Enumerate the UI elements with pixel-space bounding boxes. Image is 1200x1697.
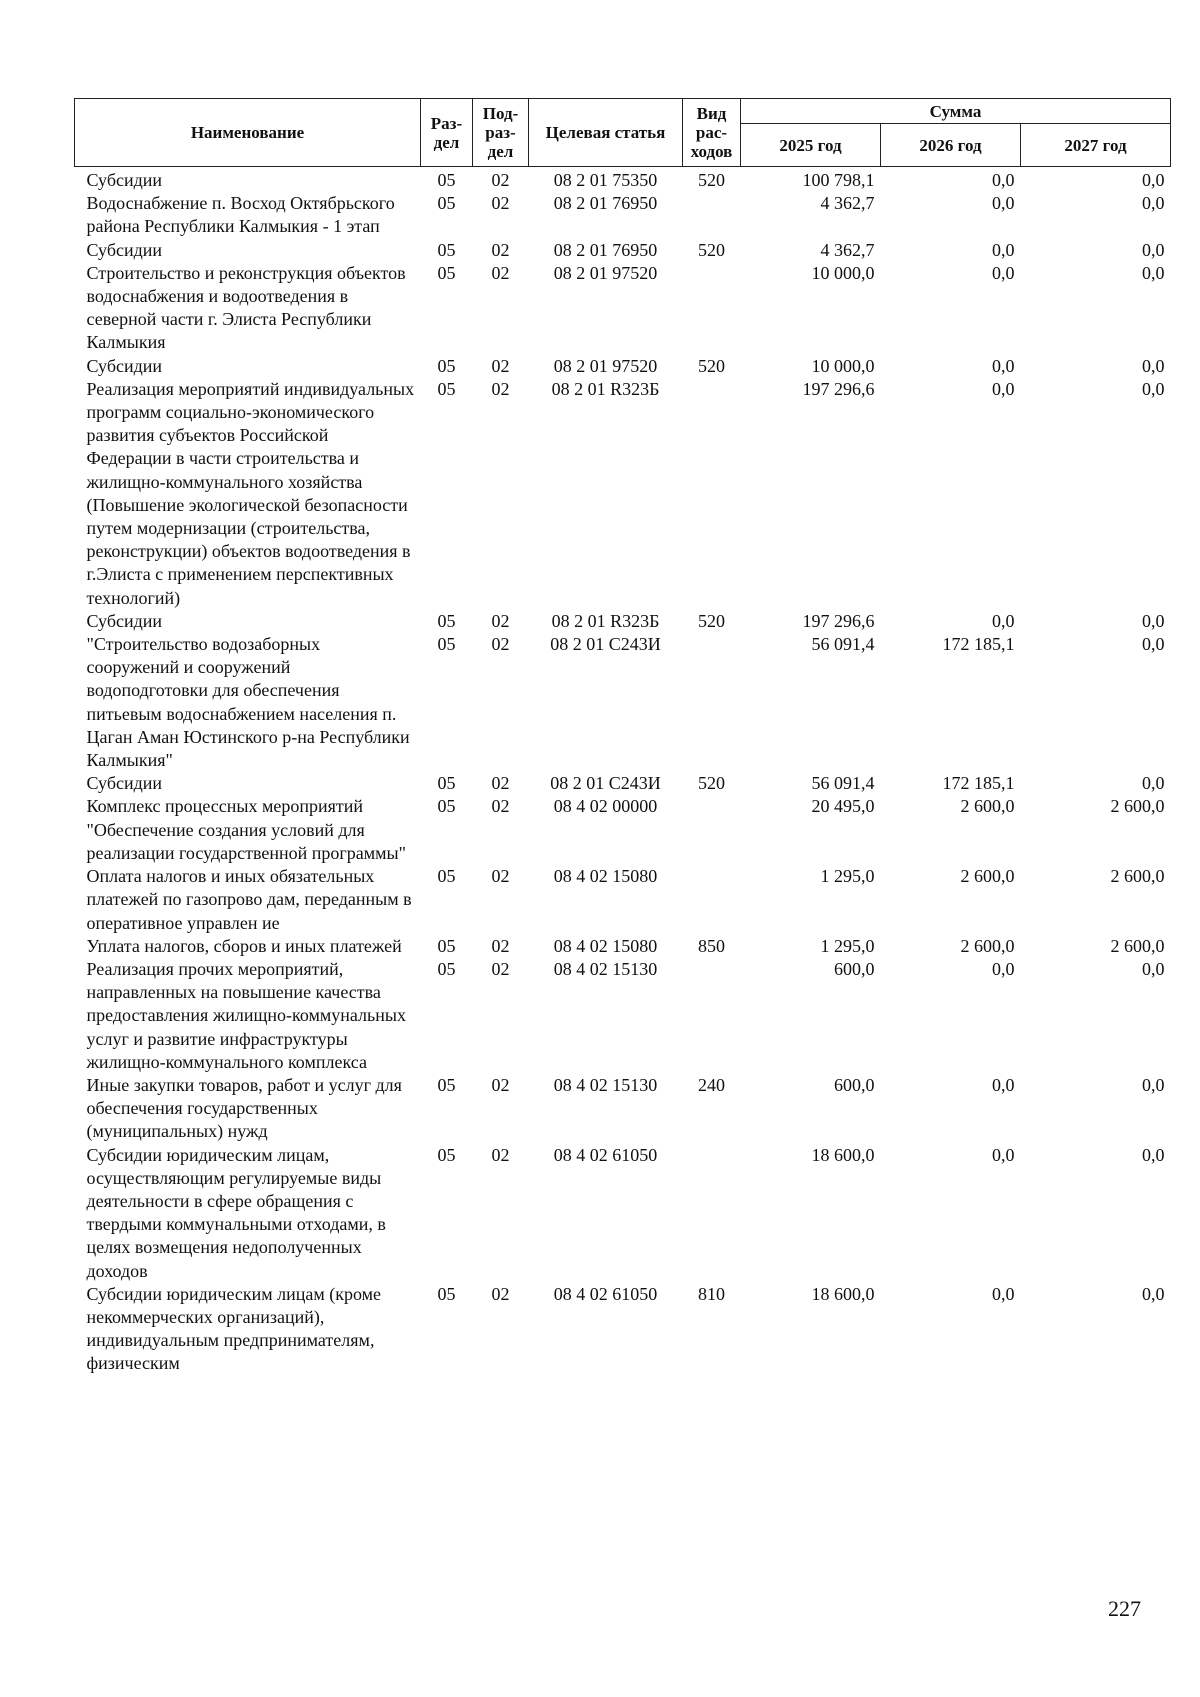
budget-table-page [74, 98, 1170, 1376]
row-sum-2026: 0,0 [992, 1144, 1015, 1165]
row-podrazdel: 02 [491, 1144, 510, 1165]
row-sum-2027: 0,0 [1142, 1144, 1165, 1165]
row-vid-rashodov [683, 192, 741, 238]
row-cel-statya: 08 4 02 15080 [553, 935, 658, 956]
row-sum-2025: 10 000,0 [811, 262, 875, 283]
row-podrazdel: 02 [491, 378, 510, 399]
row-sum-2026: 172 185,1 [942, 773, 1015, 794]
header-name: Наименование [75, 99, 421, 167]
row-sum-2027: 0,0 [1142, 355, 1165, 376]
row-sum-2026: 0,0 [992, 378, 1015, 399]
row-podrazdel: 02 [491, 193, 510, 214]
row-vid-rashodov: 520 [698, 773, 725, 794]
header-podrazdel-text: Под-раз-дел [482, 104, 519, 161]
row-name: "Строительство водозаборных сооружений и сооружений водоподготовки для обеспечения питьевым водоснабжением населения п. Цаган Аман Юстинского р-на Республики Калмыкия" [86, 634, 410, 771]
row-sum-2027: 0,0 [1142, 958, 1165, 979]
row-razdel: 05 [437, 355, 456, 376]
row-sum-2025: 600,0 [834, 958, 875, 979]
row-razdel: 05 [437, 610, 456, 631]
row-razdel: 05 [437, 170, 456, 190]
row-sum-2027: 0,0 [1142, 193, 1165, 214]
row-name: Субсидии [86, 610, 163, 631]
row-sum-2026: 0,0 [992, 262, 1015, 283]
row-name: Субсидии [86, 355, 163, 376]
table-row [75, 355, 1171, 378]
header-podrazdel [473, 99, 529, 167]
row-cel-statya: 08 4 02 15130 [553, 1074, 658, 1095]
row-vid-rashodov: 520 [698, 610, 725, 631]
row-sum-2025: 1 295,0 [820, 866, 875, 887]
row-name: Оплата налогов и иных обязательных платежей по газопрово дам, переданным в оперативное управлен ие [86, 866, 412, 933]
row-cel-statya: 08 2 01 75350 [553, 170, 658, 190]
row-podrazdel: 02 [491, 1074, 510, 1095]
row-razdel: 05 [437, 1144, 456, 1165]
row-podrazdel: 02 [491, 170, 510, 190]
row-razdel: 05 [437, 378, 456, 399]
row-sum-2026: 2 600,0 [960, 866, 1015, 887]
row-vid-rashodov [683, 633, 741, 772]
row-cel-statya: 08 2 01 R323Б [551, 378, 660, 399]
row-podrazdel: 02 [491, 935, 510, 956]
row-sum-2025: 197 296,6 [802, 378, 875, 399]
row-vid-rashodov [683, 1144, 741, 1283]
row-sum-2025: 100 798,1 [802, 170, 875, 190]
row-sum-2027: 0,0 [1142, 378, 1165, 399]
row-cel-statya: 08 4 02 00000 [553, 796, 658, 817]
row-sum-2027: 0,0 [1142, 773, 1165, 794]
row-podrazdel: 02 [491, 1283, 510, 1304]
row-name: Строительство и реконструкция объектов водоснабжения и водоотведения в северной части г. Элиста Республики Калмыкия [86, 262, 406, 353]
row-sum-2027: 2 600,0 [1110, 935, 1165, 956]
row-name: Комплекс процессных мероприятий "Обеспечение создания условий для реализации государственной программы" [86, 796, 406, 863]
table-row [75, 167, 1171, 193]
row-sum-2026: 0,0 [992, 355, 1015, 376]
table-row [75, 1283, 1171, 1376]
header-razdel-text: Раз-дел [430, 113, 463, 152]
row-name: Иные закупки товаров, работ и услуг для обеспечения государственных (муниципальных) нужд [86, 1074, 402, 1142]
row-podrazdel: 02 [491, 610, 510, 631]
row-sum-2025: 4 362,7 [820, 193, 875, 214]
header-cel-statya: Целевая статья [529, 99, 683, 167]
table-row [75, 192, 1171, 238]
row-sum-2027: 2 600,0 [1110, 866, 1165, 887]
row-name: Субсидии [86, 239, 163, 260]
row-sum-2026: 2 600,0 [960, 796, 1015, 817]
row-sum-2025: 18 600,0 [811, 1144, 875, 1165]
row-razdel: 05 [437, 958, 456, 979]
row-sum-2027: 0,0 [1142, 634, 1165, 655]
row-cel-statya: 08 4 02 15130 [553, 958, 658, 979]
row-vid-rashodov [683, 958, 741, 1074]
row-sum-2027: 0,0 [1142, 1283, 1165, 1304]
row-podrazdel: 02 [491, 355, 510, 376]
row-podrazdel: 02 [491, 262, 510, 283]
row-sum-2025: 56 091,4 [811, 634, 875, 655]
header-vid-rashodov-text: Вид рас-ходов [690, 104, 733, 161]
row-sum-2026: 0,0 [992, 239, 1015, 260]
row-vid-rashodov: 240 [698, 1074, 725, 1095]
row-cel-statya: 08 2 01 76950 [553, 193, 658, 214]
table-row [75, 935, 1171, 958]
row-cel-statya: 08 4 02 61050 [553, 1144, 658, 1165]
row-vid-rashodov [683, 262, 741, 355]
row-sum-2025: 1 295,0 [820, 935, 875, 956]
row-name: Субсидии юридическим лицам, осуществляющим регулируемые виды деятельности в сфере обращения с твердыми коммунальными отходами, в целях возмещения недополученных доходов [86, 1144, 386, 1281]
row-sum-2027: 2 600,0 [1110, 796, 1165, 817]
row-cel-statya: 08 2 01 97520 [553, 262, 658, 283]
row-name: Субсидии [86, 773, 163, 794]
row-sum-2026: 2 600,0 [960, 935, 1015, 956]
header-2027: 2027 год [1021, 124, 1171, 167]
row-razdel: 05 [437, 1283, 456, 1304]
row-sum-2026: 172 185,1 [942, 634, 1015, 655]
row-vid-rashodov: 520 [698, 170, 725, 190]
budget-table [74, 98, 1171, 1376]
row-razdel: 05 [437, 935, 456, 956]
row-name: Реализация прочих мероприятий, направленных на повышение качества предоставления жилищно-коммунальных услуг и развитие инфраструктуры жилищно-коммунального комплекса [86, 958, 406, 1072]
row-sum-2026: 0,0 [992, 170, 1015, 190]
row-razdel: 05 [437, 796, 456, 817]
row-cel-statya: 08 4 02 15080 [553, 866, 658, 887]
row-sum-2026: 0,0 [992, 958, 1015, 979]
row-name: Субсидии [86, 170, 163, 190]
row-vid-rashodov [683, 795, 741, 865]
row-podrazdel: 02 [491, 773, 510, 794]
page-number: 227 [1108, 1596, 1141, 1621]
row-cel-statya: 08 2 01 R323Б [551, 610, 660, 631]
table-row [75, 378, 1171, 610]
row-razdel: 05 [437, 262, 456, 283]
row-podrazdel: 02 [491, 796, 510, 817]
row-vid-rashodov: 520 [698, 239, 725, 260]
row-vid-rashodov [683, 865, 741, 935]
table-row [75, 795, 1171, 865]
row-name: Водоснабжение п. Восход Октябрьского района Республики Калмыкия - 1 этап [86, 193, 395, 237]
header-summa: Сумма [741, 99, 1171, 124]
header-2025: 2025 год [741, 124, 881, 167]
row-sum-2025: 56 091,4 [811, 773, 875, 794]
table-row [75, 865, 1171, 935]
table-row [75, 772, 1171, 795]
row-razdel: 05 [437, 239, 456, 260]
row-cel-statya: 08 2 01 97520 [553, 355, 658, 376]
row-podrazdel: 02 [491, 866, 510, 887]
row-podrazdel: 02 [491, 634, 510, 655]
row-name: Субсидии юридическим лицам (кроме некоммерческих организаций), индивидуальным предпринимателям, физическим [86, 1283, 382, 1374]
row-cel-statya: 08 4 02 61050 [553, 1283, 658, 1304]
row-sum-2026: 0,0 [992, 610, 1015, 631]
row-sum-2027: 0,0 [1142, 239, 1165, 260]
row-razdel: 05 [437, 773, 456, 794]
row-sum-2027: 0,0 [1142, 262, 1165, 283]
row-sum-2025: 600,0 [834, 1074, 875, 1095]
row-podrazdel: 02 [491, 239, 510, 260]
row-sum-2025: 10 000,0 [811, 355, 875, 376]
row-sum-2027: 0,0 [1142, 610, 1165, 631]
row-vid-rashodov: 520 [698, 355, 725, 376]
table-row [75, 633, 1171, 772]
row-podrazdel: 02 [491, 958, 510, 979]
row-razdel: 05 [437, 1074, 456, 1095]
row-razdel: 05 [437, 193, 456, 214]
header-vid-rashodov [683, 99, 741, 167]
row-sum-2027: 0,0 [1142, 170, 1165, 190]
row-cel-statya: 08 2 01 С243И [550, 634, 661, 655]
row-name: Реализация мероприятий индивидуальных программ социально-экономического развития субъектов Российской Федерации в части строительства и жилищно-коммунального хозяйства (Повышение экологической безопасности путем модернизации (строительства, реконструкции) объектов водоотведения в г.Элиста с применением перспективных технологий) [86, 378, 415, 608]
table-row [75, 262, 1171, 355]
table-row [75, 610, 1171, 633]
table-body [75, 167, 1171, 1376]
table-row [75, 239, 1171, 262]
row-sum-2025: 197 296,6 [802, 610, 875, 631]
header-razdel [421, 99, 473, 167]
table-row [75, 1144, 1171, 1283]
row-sum-2027: 0,0 [1142, 1074, 1165, 1095]
row-sum-2025: 4 362,7 [820, 239, 875, 260]
row-vid-rashodov [683, 378, 741, 610]
row-sum-2026: 0,0 [992, 193, 1015, 214]
row-sum-2025: 18 600,0 [811, 1283, 875, 1304]
row-sum-2026: 0,0 [992, 1074, 1015, 1095]
row-sum-2026: 0,0 [992, 1283, 1015, 1304]
row-vid-rashodov: 850 [698, 935, 725, 956]
row-razdel: 05 [437, 866, 456, 887]
row-cel-statya: 08 2 01 76950 [553, 239, 658, 260]
row-razdel: 05 [437, 634, 456, 655]
row-cel-statya: 08 2 01 С243И [550, 773, 661, 794]
row-name: Уплата налогов, сборов и иных платежей [86, 935, 402, 956]
table-row [75, 1074, 1171, 1144]
row-vid-rashodov: 810 [698, 1283, 725, 1304]
table-header [75, 99, 1171, 167]
row-sum-2025: 20 495,0 [811, 796, 875, 817]
header-2026: 2026 год [881, 124, 1021, 167]
table-row [75, 958, 1171, 1074]
